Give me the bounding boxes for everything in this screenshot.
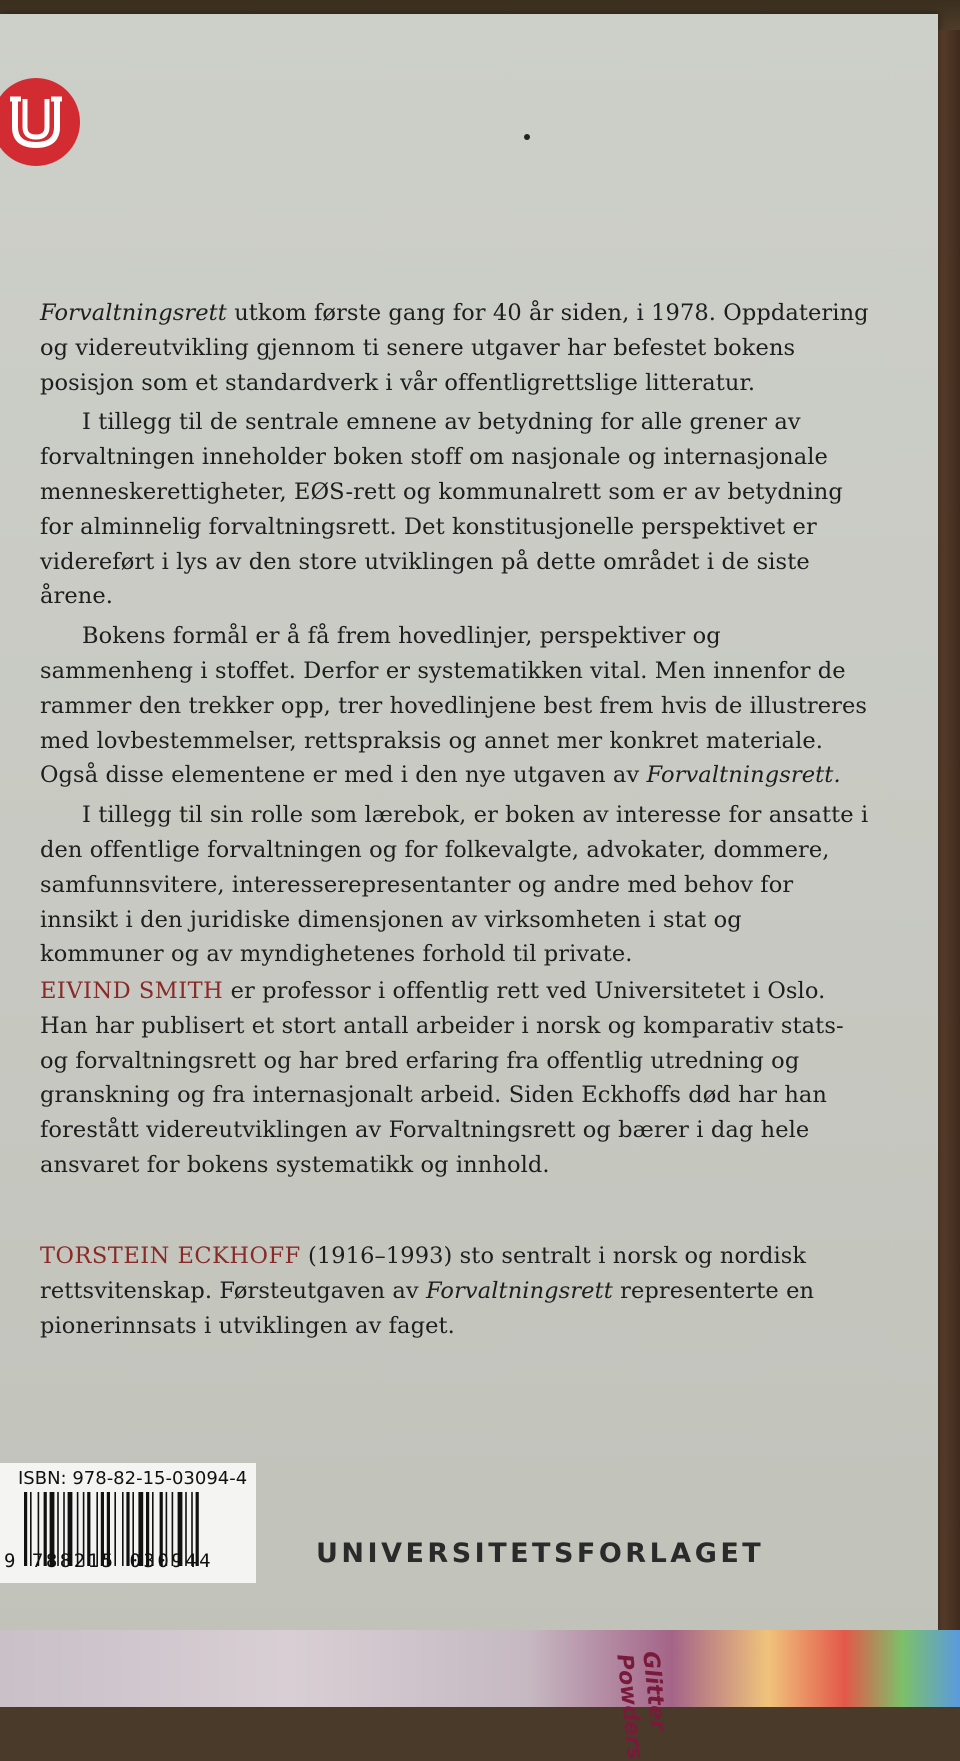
description-paragraph-4: I tillegg til sin rolle som lærebok, er boken av interesse for ansatte i den offentlige forvaltningen og for folkevalgte, advokater, dommere, samfunnsvitere, interesserepresentanter og andre med behov for innsikt i den juridiske dimensjonen av virksomheten i stat og kommuner og av myndighetenes forhold til private. xyxy=(40,802,869,968)
sticker-label: Glitter Powders xyxy=(611,1650,671,1761)
book-title-italic: Forvaltningsrett xyxy=(425,1277,613,1304)
author-bio-smith xyxy=(40,974,870,1183)
publisher-name: UNIVERSITETSFORLAGET xyxy=(316,1538,765,1569)
paragraph-3-text: Bokens formål er å få frem hovedlinjer, perspektiver og sammenheng i stoffet. Derfor er systematikken vital. Men innenfor de rammer den trekker opp, trer hovedlinjene best frem hvis de illustreres med lovbestemmelser, rettspraksis og annet mer konkret materiale. Også disse elementene er med i den nye utgaven av xyxy=(40,623,868,789)
ink-speck xyxy=(524,134,530,140)
description-paragraph-1 xyxy=(40,296,870,400)
description-paragraph-2: I tillegg til de sentrale emnene av betydning for alle grener av forvaltningen inneholder boken stoff om nasjonale og internasjonale menneskerettigheter, EØS-rett og kommunalrett som er av betydning for alminnelig forvaltningsrett. Det konstitusjonelle perspektivet er videreført i lys av den store utviklingen på dette området i de siste årene. xyxy=(40,409,843,610)
paragraph-1-text: utkom første gang for 40 år siden, i 1978. Oppdatering og videreutvikling gjennom ti senere utgaver har befestet bokens posisjon som et standardverk i vår offentligrettslige litteratur. xyxy=(40,300,869,396)
author-name-eckhoff: TORSTEIN ECKHOFF xyxy=(40,1243,301,1269)
eckhoff-bio-text-b: representerte en pionerinnsats i utviklingen av faget. xyxy=(40,1277,815,1339)
background-bottom xyxy=(0,1630,960,1707)
eckhoff-bio-text-a: (1916–1993) sto sentralt i norsk og nordisk rettsvitenskap. Førsteutgaven av xyxy=(40,1243,807,1304)
eckhoff-paragraph xyxy=(40,1239,870,1343)
book-title-italic: Forvaltningsrett. xyxy=(646,762,841,789)
author-name-smith: EIVIND SMITH xyxy=(40,978,224,1004)
author-bio-eckhoff xyxy=(40,1239,870,1343)
smith-bio-text: er professor i offentlig rett ved Universitetet i Oslo. Han har publisert et stort antall arbeider i norsk og komparativ stats- og forvaltningsrett og har bred erfaring fra offentlig utredning og granskning og fra internasjonalt arbeid. Siden Eckhoffs død har han forestått videreutviklingen av Forvaltningsrett og bærer i dag hele ansvaret for bokens systematikk og innhold. xyxy=(40,978,844,1178)
logo-u-glyph xyxy=(5,91,67,153)
book-description xyxy=(40,296,870,972)
description-paragraph-3 xyxy=(40,619,870,793)
smith-paragraph xyxy=(40,974,870,1183)
book-title-italic: Forvaltningsrett xyxy=(40,300,227,326)
barcode-digits: 9 788215 030944 xyxy=(4,1550,214,1572)
isbn-number: ISBN: 978-82-15-03094-4 xyxy=(18,1468,248,1489)
